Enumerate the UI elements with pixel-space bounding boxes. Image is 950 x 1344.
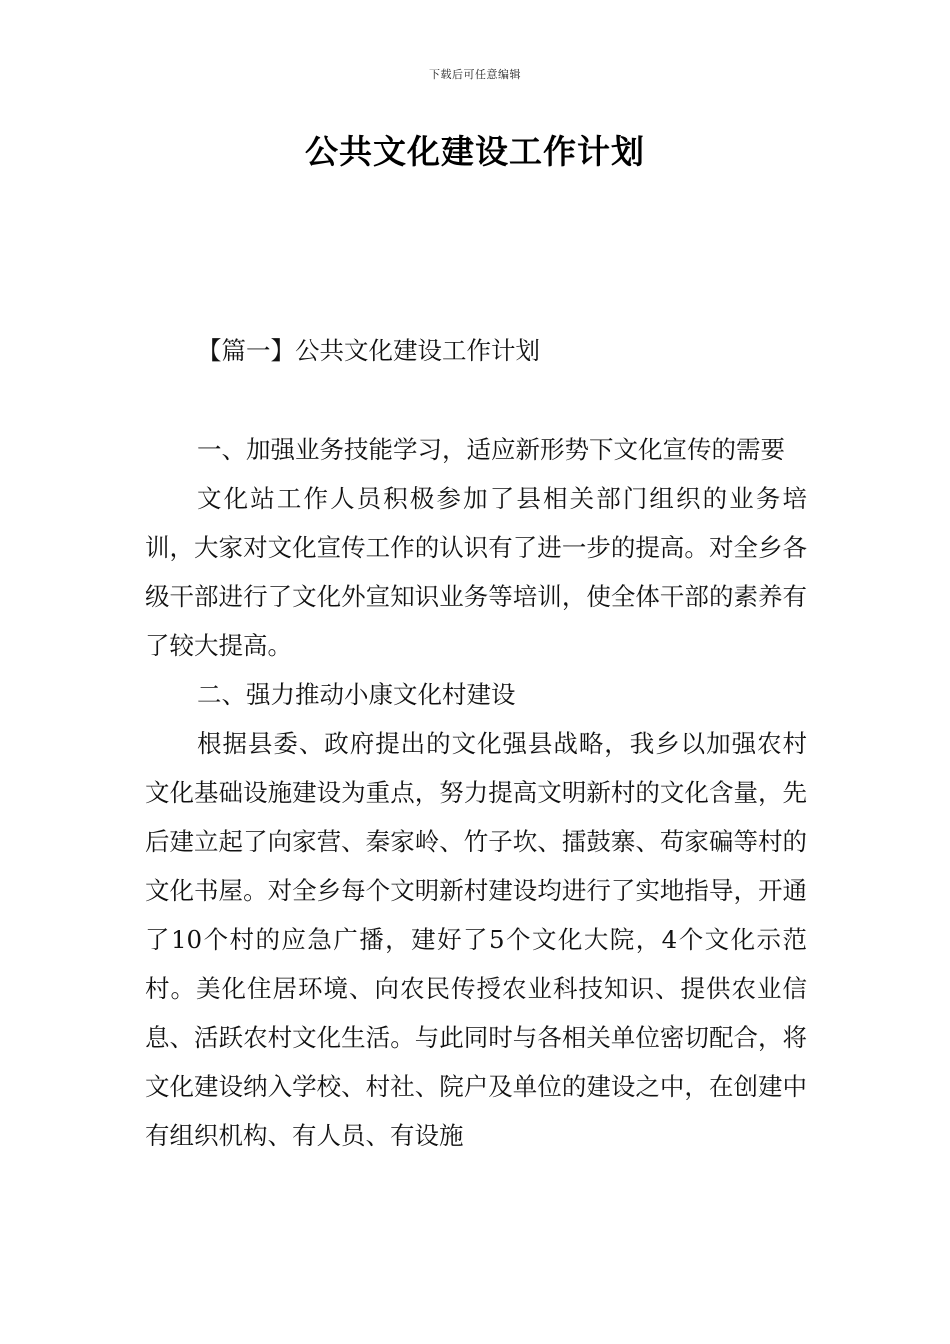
document-title: 公共文化建设工作计划	[305, 132, 645, 171]
body-paragraph-1: 文化站工作人员积极参加了县相关部门组织的业务培训，大家对文化宣传工作的认识有了进一步的提高。对全乡各级干部进行了文化外宣知识业务等培训，使全体干部的素养有了较大提高。	[145, 484, 807, 660]
section-title: 【篇一】公共文化建设工作计划	[197, 336, 540, 365]
heading-paragraph-2: 二、强力推动小康文化村建设	[197, 680, 516, 709]
header-note: 下载后可任意编辑	[429, 68, 521, 81]
document-body	[145, 425, 807, 1160]
body-paragraph-2: 根据县委、政府提出的文化强县战略，我乡以加强农村文化基础设施建设为重点，努力提高文明新村的文化含量，先后建立起了向家营、秦家岭、竹子坎、擂鼓寨、苟家碥等村的文化书屋。对全乡每个文明新村建设均进行了实地指导，开通了10个村的应急广播，建好了5个文化大院，4个文化示范村。美化住居环境、向农民传授农业科技知识、提供农业信息、活跃农村文化生活。与此同时与各相关单位密切配合，将文化建设纳入学校、村社、院户及单位的建设之中，在创建中有组织机构、有人员、有设施	[145, 729, 807, 1150]
heading-paragraph-1: 一、加强业务技能学习，适应新形势下文化宣传的需要	[197, 435, 785, 464]
